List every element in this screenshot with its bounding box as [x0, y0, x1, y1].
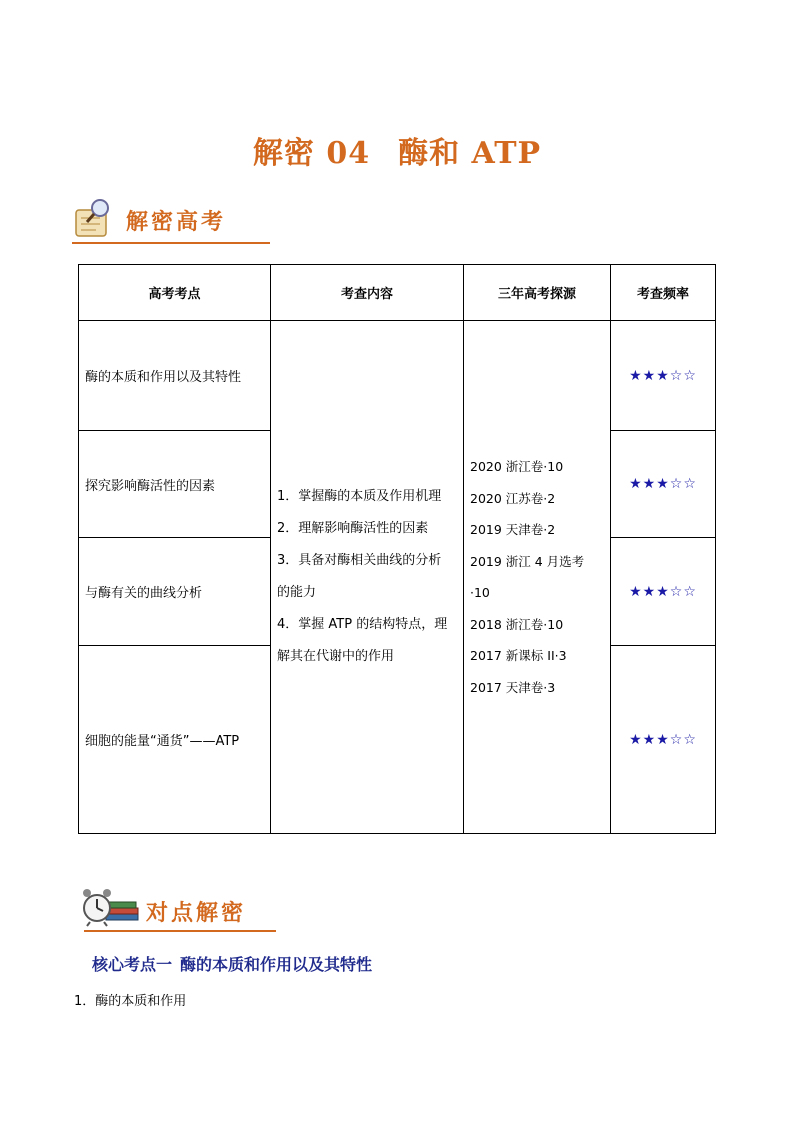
header-frequency: 考查频率 — [611, 265, 716, 321]
topic-cell: 酶的本质和作用以及其特性 — [79, 321, 271, 431]
source-line: 2017 天津卷·3 — [470, 679, 556, 695]
source-line: 2019 浙江 4 月选考·10 — [470, 553, 585, 600]
topic-cell: 与酶有关的曲线分析 — [79, 538, 271, 646]
header-kaodian: 高考考点 — [79, 265, 271, 321]
frequency-stars: ★★★☆☆ — [611, 431, 716, 538]
header-source: 三年高考探源 — [464, 265, 611, 321]
title-part2: 酶和 ATP — [398, 136, 542, 171]
source-line: 2020 江苏卷·2 — [470, 490, 556, 506]
section-header-jiemi-gaokao — [70, 196, 270, 246]
section-header-duidian-jiemi — [80, 884, 280, 934]
frequency-stars: ★★★☆☆ — [611, 646, 716, 834]
core-topic-title: 酶的本质和作用以及其特性 — [180, 955, 373, 974]
alarm-clock-books-icon — [80, 884, 140, 930]
table-header-row — [79, 265, 716, 321]
core-topic-prefix: 核心考点一 — [92, 955, 173, 974]
source-line: 2020 浙江卷·10 — [470, 459, 564, 474]
source-cell — [464, 321, 611, 834]
section-underline — [72, 242, 270, 244]
core-topic-heading — [92, 952, 372, 975]
frequency-stars: ★★★☆☆ — [611, 321, 716, 431]
source-line: 2017 新课标 II·3 — [470, 648, 567, 663]
content-line: 3．具备对酶相关曲线的分析 — [277, 553, 442, 568]
frequency-stars: ★★★☆☆ — [611, 538, 716, 646]
content-line: 解其在代谢中的作用 — [277, 649, 395, 664]
page-title — [0, 128, 794, 172]
content-line: 4．掌握 ATP 的结构特点，理 — [277, 617, 448, 632]
magnifier-notepad-icon — [70, 196, 118, 242]
content-cell — [271, 321, 464, 834]
source-line: 2018 浙江卷·10 — [470, 616, 564, 632]
table-row — [79, 321, 716, 431]
topic-cell: 探究影响酶活性的因素 — [79, 431, 271, 538]
section-label: 对点解密 — [146, 901, 247, 926]
section-underline — [84, 930, 276, 932]
header-content: 考查内容 — [271, 265, 464, 321]
content-line: 1．掌握酶的本质及作用机理 — [277, 489, 442, 504]
source-line: 2019 天津卷·2 — [470, 522, 556, 537]
section-label: 解密高考 — [126, 210, 227, 235]
title-part1: 解密 04 — [252, 136, 371, 171]
topic-cell: 细胞的能量“通货”——ATP — [79, 646, 271, 834]
content-line: 的能力 — [277, 585, 317, 600]
exam-table — [78, 264, 716, 834]
subsection-item: 1．酶的本质和作用 — [74, 994, 187, 1009]
content-line: 2．理解影响酶活性的因素 — [277, 521, 429, 536]
